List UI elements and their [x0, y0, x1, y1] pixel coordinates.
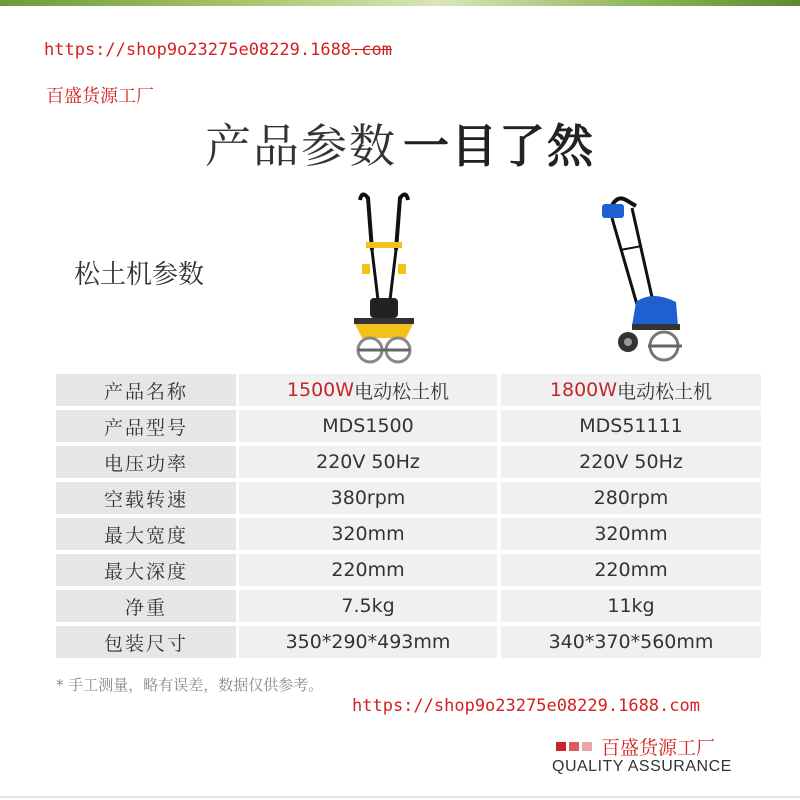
shop-url-watermark-top: https://shop9o23275e08229.1688.com: [44, 40, 392, 60]
blue-tiller-icon: [592, 190, 692, 370]
product2-value: 320mm: [501, 518, 761, 550]
row-label: 最大深度: [56, 554, 236, 586]
product1-value: 220V 50Hz: [239, 446, 497, 478]
measurement-footnote: * 手工测量，略有误差，数据仅供参考。: [56, 676, 324, 694]
page-headline: [0, 110, 800, 176]
product1-value: 220mm: [239, 554, 497, 586]
brand-logo: [556, 733, 715, 760]
product2-value: 340*370*560mm: [501, 626, 761, 658]
row-label: 包装尺寸: [56, 626, 236, 658]
product2-value: 220mm: [501, 554, 761, 586]
table-row: [56, 554, 761, 586]
table-row: [56, 518, 761, 550]
spec-table: [56, 374, 761, 662]
product2-value: 280rpm: [501, 482, 761, 514]
table-row: [56, 374, 761, 406]
row-label: 最大宽度: [56, 518, 236, 550]
table-row: [56, 626, 761, 658]
row-label: 电压功率: [56, 446, 236, 478]
row-label: 净重: [56, 590, 236, 622]
brand-marks-icon: [556, 742, 595, 751]
section-title: 松土机参数: [74, 260, 205, 290]
shop-url-watermark-bottom: https://shop9o23275e08229.1688.com: [352, 696, 700, 716]
bottom-divider: [0, 796, 800, 798]
brand-factory-name: 百盛货源工厂: [601, 737, 716, 759]
product1-value: 1500W 电动松土机: [239, 374, 497, 406]
product1-value: MDS1500: [239, 410, 497, 442]
yellow-tiller-icon: [340, 190, 428, 370]
row-label: 空载转速: [56, 482, 236, 514]
product2-value: 220V 50Hz: [501, 446, 761, 478]
row-label: 产品名称: [56, 374, 236, 406]
table-row: [56, 446, 761, 478]
headline-light: 产品参数: [205, 119, 397, 173]
quality-assurance-text: QUALITY ASSURANCE: [552, 758, 732, 775]
row-label: 产品型号: [56, 410, 236, 442]
product1-value: 7.5kg: [239, 590, 497, 622]
table-row: [56, 482, 761, 514]
table-row: [56, 590, 761, 622]
product1-value: 380rpm: [239, 482, 497, 514]
product1-value: 350*290*493mm: [239, 626, 497, 658]
top-banner-strip: [0, 0, 800, 6]
product2-value: 11kg: [501, 590, 761, 622]
product1-value: 320mm: [239, 518, 497, 550]
factory-name-watermark: 百盛货源工厂: [46, 86, 154, 107]
headline-bold: 一目了然: [403, 119, 595, 173]
product2-value: MDS51111: [501, 410, 761, 442]
product2-value: 1800W 电动松土机: [501, 374, 761, 406]
table-row: [56, 410, 761, 442]
